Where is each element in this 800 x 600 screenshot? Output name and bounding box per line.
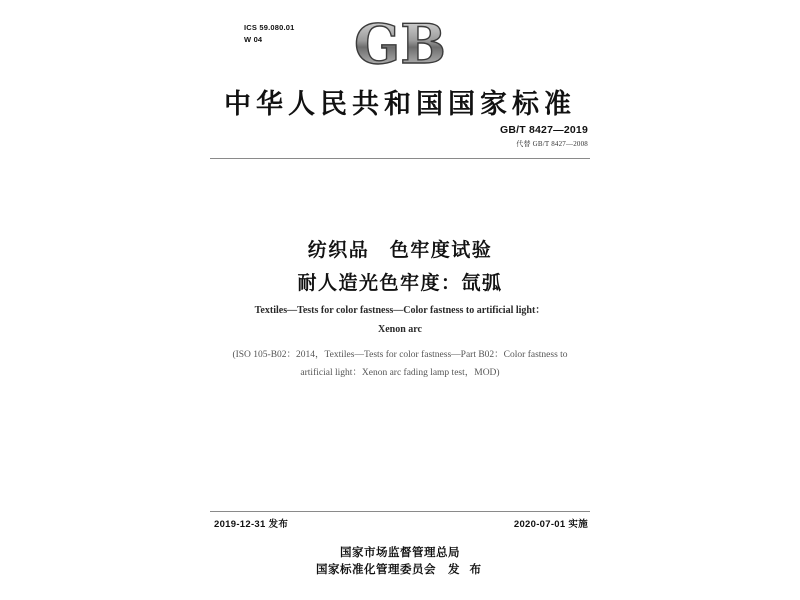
title-chinese xyxy=(186,234,614,301)
issuer-line-1: 国家市场监督管理总局 xyxy=(340,545,460,559)
standard-number: GB/T 8427—2019 xyxy=(499,124,588,136)
issuer-line-2-text: 国家标准化管理委员会 xyxy=(315,561,436,576)
national-standard-heading: 中华人民共和国国家标准 xyxy=(224,89,576,120)
iso-correspondence-note xyxy=(226,347,574,382)
divider-bottom xyxy=(210,511,590,512)
gb-emblem-icon xyxy=(186,16,614,77)
title-english-line2: Xenon arc xyxy=(378,323,422,335)
divider-top xyxy=(210,158,590,159)
issuing-authority xyxy=(186,544,614,577)
issue-date: 2019-12-31 发布 xyxy=(214,519,289,530)
iso-note-line2: fastness to artificial light：Xenon arc fading lamp test，MOD) xyxy=(300,350,568,378)
iso-note-line1: (ISO 105-B02：2014，Textiles—Tests for color fastness—Part B02：Color xyxy=(232,350,526,360)
standard-cover-sheet xyxy=(186,6,614,594)
implementation-date: 2020-07-01 实施 xyxy=(513,519,588,530)
publish-label: 发 布 xyxy=(447,561,484,576)
title-chinese-line2: 耐人造光色牢度：氙弧 xyxy=(297,272,503,295)
issuer-line-2 xyxy=(186,561,614,578)
svg-text:GB: GB xyxy=(354,16,446,72)
title-chinese-line1: 纺织品 色牢度试验 xyxy=(307,239,493,261)
replaces-note: 代替 GB/T 8427—2008 xyxy=(516,140,588,148)
title-english-line1: Textiles—Tests for color fastness—Color fastness to artificial light： xyxy=(254,305,546,316)
ics-code: ICS 59.080.01 xyxy=(244,23,295,32)
classification-code: W 04 xyxy=(244,34,263,44)
title-english xyxy=(186,302,614,339)
